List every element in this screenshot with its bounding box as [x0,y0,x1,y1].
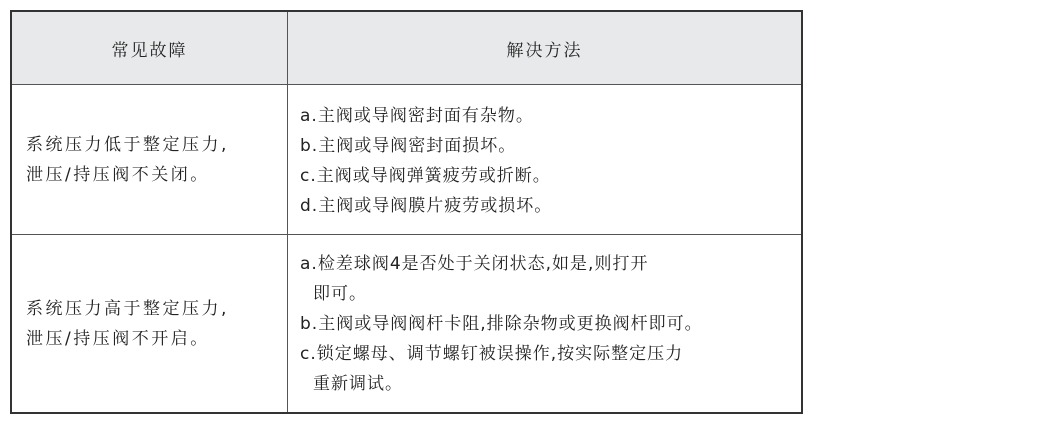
row-2-fault [12,235,288,412]
solution-line: b.主阀或导阀阀杆卡阻,排除杂物或更换阀杆即可。 [300,314,703,334]
fault-line: 泄压/持压阀不关闭。 [26,164,210,185]
solution-line: a.检差球阀4是否处于关闭状态,如是,则打开 [300,254,649,274]
row-1-solution [288,85,801,235]
header-fault [12,12,288,85]
solution-line: b.主阀或导阀密封面损坏。 [300,136,517,156]
header-solution-label: 解决方法 [506,40,583,61]
solution-line: c.主阀或导阀弹簧疲劳或折断。 [300,166,551,186]
fault-solution-table [10,10,803,414]
header-fault-label: 常见故障 [111,40,188,61]
solution-line: c.锁定螺母、调节螺钉被误操作,按实际整定压力 [300,344,684,364]
solution-line: d.主阀或导阀膜片疲劳或损坏。 [300,196,553,216]
solution-line: 即可。 [313,284,367,304]
fault-line: 系统压力高于整定压力, [26,298,229,319]
row-2-solution [288,235,801,412]
header-solution [288,12,801,85]
row-1-fault [12,85,288,235]
solution-line: a.主阀或导阀密封面有杂物。 [300,106,534,126]
fault-line: 泄压/持压阀不开启。 [26,328,210,349]
fault-line: 系统压力低于整定压力, [26,134,229,155]
solution-line: 重新调试。 [313,374,403,394]
